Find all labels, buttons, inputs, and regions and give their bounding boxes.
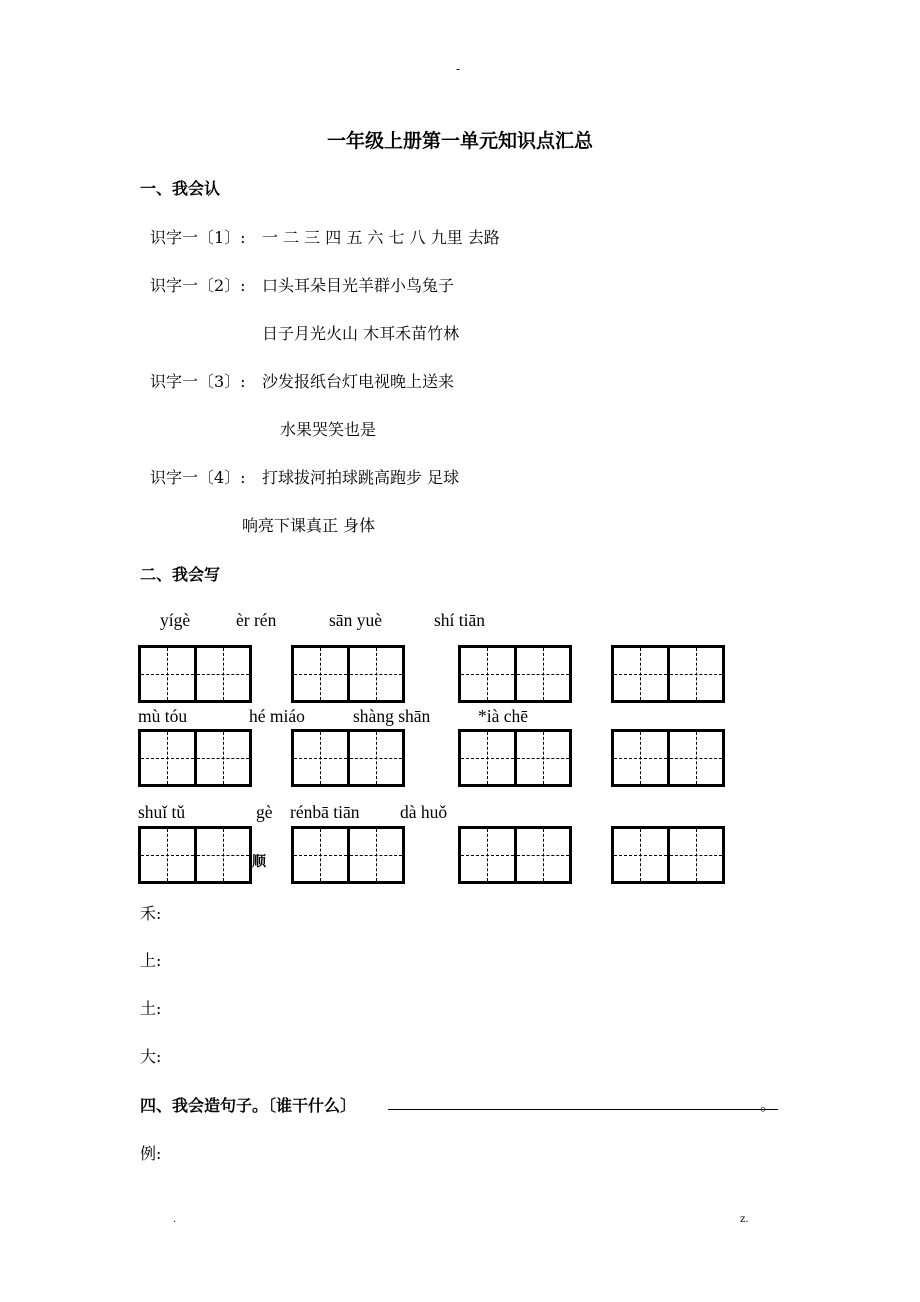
pinyin-label: shàng shān [353,706,431,726]
header-mark: - [456,62,461,76]
char-item: 上: [140,951,162,970]
pinyin-label: dà huǒ [400,802,448,822]
lesson-chars: 一 二 三 四 五 六 七 八 九里 去路 [262,228,500,247]
char-item: 禾: [140,904,162,923]
writing-grid [458,729,572,787]
writing-grid [611,645,725,703]
lesson-chars: 响亮下课真正 身体 [242,516,376,535]
writing-grid [458,826,572,884]
writing-grid [611,729,725,787]
pinyin-label: shuǐ tǔ [138,802,186,822]
section-heading-sentence: 四、我会造句子。〔谁干什么〕 [140,1096,357,1115]
page-title: 一年级上册第一单元知识点汇总 [326,130,593,152]
answer-blank-line [388,1109,778,1110]
writing-grid [611,826,725,884]
footer-right-mark: z. [740,1214,749,1225]
writing-grid [458,645,572,703]
sentence-end-mark: 。 [760,1095,777,1114]
writing-grid [291,729,405,787]
pinyin-label: gè [256,802,273,822]
lesson-label: 识字一〔1〕: [150,228,246,247]
section-heading-recognize: 一、我会认 [140,179,221,198]
lesson-chars: 水果哭笑也是 [280,420,377,439]
pinyin-label: mù tóu [138,706,188,726]
pinyin-label: shí tiān [434,610,486,630]
pinyin-label: sān yuè [329,610,382,630]
pinyin-label: hé miáo [249,706,305,726]
lesson-chars: 沙发报纸台灯电视晚上送来 [262,372,455,391]
char-item: 大: [140,1047,162,1066]
writing-grid [291,826,405,884]
writing-grid [138,645,252,703]
writing-grid [138,729,252,787]
writing-grid [138,826,252,884]
char-item: 土: [140,999,162,1018]
pinyin-label: rénbā tiān [290,802,360,822]
example-label: 例: [140,1144,162,1163]
section-heading-write: 二、我会写 [140,565,221,584]
pinyin-label: *ià chē [478,706,529,726]
lesson-label: 识字一〔4〕: [150,468,246,487]
lesson-chars: 日子月光火山 木耳禾苗竹林 [262,324,460,343]
lesson-chars: 打球拔河拍球跳高跑步 足球 [262,468,460,487]
pinyin-label: yígè [160,610,191,630]
stray-character: 顺 [252,854,266,870]
lesson-label: 识字一〔2〕: [150,276,246,295]
lesson-label: 识字一〔3〕: [150,372,246,391]
writing-grid [291,645,405,703]
pinyin-label: èr rén [236,610,277,630]
lesson-chars: 口头耳朵目光羊群小鸟兔子 [262,276,455,295]
footer-left-mark: . [173,1214,177,1225]
